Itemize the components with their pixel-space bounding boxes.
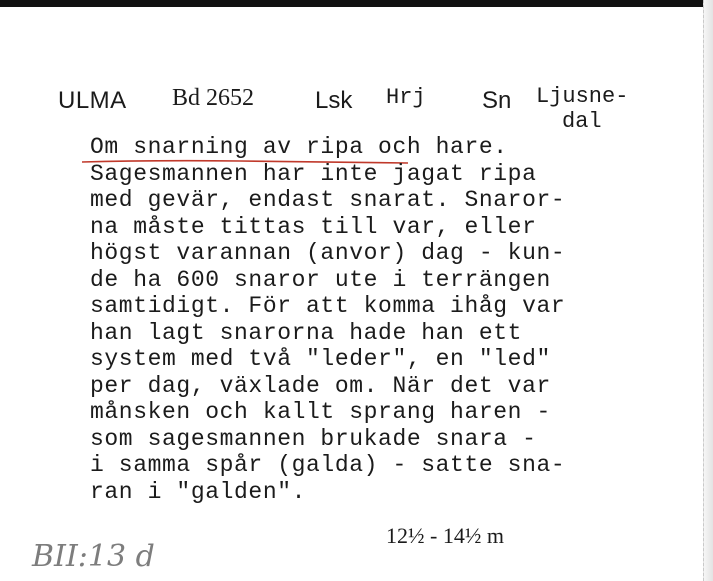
text-line: Om snarning av ripa och hare.	[90, 134, 508, 160]
parish-name-line2: dal	[562, 109, 602, 134]
handwritten-note	[30, 528, 200, 578]
card-body-text	[90, 134, 650, 505]
text-line: högst varannan (anvor) dag - kun-	[90, 240, 566, 266]
text-line: som sagesmannen brukade snara -	[90, 425, 537, 452]
text-line: de ha 600 snaror ute i terrängen	[90, 266, 551, 293]
district-code: Hrj	[386, 85, 426, 110]
text-line: per dag, växlade om. När det var	[90, 372, 551, 399]
scan-top-border	[0, 0, 713, 7]
handwritten-note-text: BII:13 d	[32, 539, 155, 574]
parish-label: Sn	[482, 87, 512, 114]
scan-right-edge	[703, 0, 713, 581]
measure-range: 12½ - 14½ m	[386, 523, 504, 548]
province-code: Lsk	[315, 87, 353, 114]
text-line: system med två "leder", en "led"	[90, 346, 551, 372]
text-line: i samma spår (galda) - satte sna-	[90, 452, 566, 478]
text-line: månsken och kallt sprang haren -	[90, 399, 551, 425]
text-line: na måste tittas till var, eller	[90, 213, 537, 240]
text-line: med gevär, endast snarat. Snaror-	[90, 187, 566, 213]
parish-name-line1: Ljusne-	[536, 84, 629, 109]
text-line: samtidigt. För att komma ihåg var	[90, 293, 566, 319]
text-line: Sagesmannen har inte jagat ripa	[90, 160, 537, 187]
card-header	[58, 81, 658, 141]
text-line: ran i "galden".	[90, 478, 307, 505]
volume-number: Bd 2652	[172, 85, 255, 111]
text-line: han lagt snarorna hade han ett	[90, 319, 523, 346]
collection-code: ULMA	[58, 87, 127, 114]
